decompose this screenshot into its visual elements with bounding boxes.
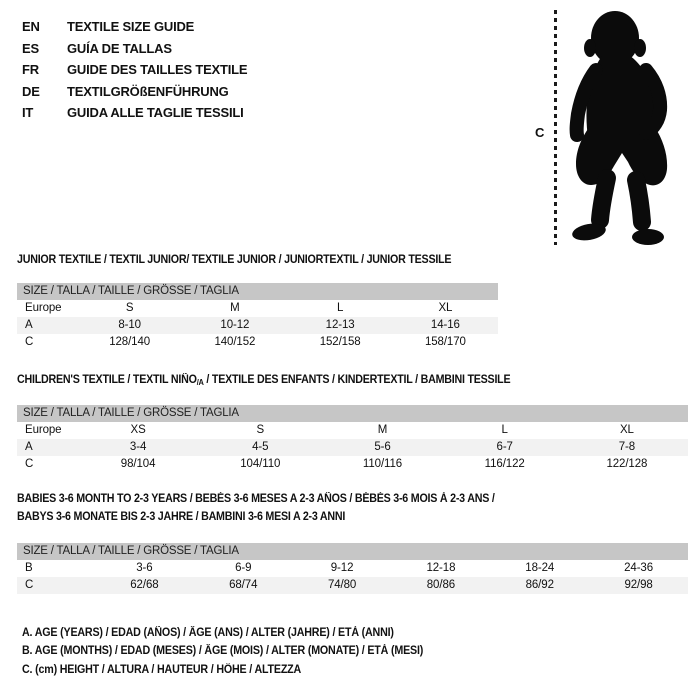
junior-size-table [17,283,498,351]
size-value: 74/80 [327,579,357,591]
childrens-table-title [17,373,510,388]
size-value: 152/158 [319,336,361,348]
row-label: A [25,441,33,453]
language-title: GUÍA DE TALLAS [67,40,172,56]
size-value: 9-12 [330,562,354,574]
table-row [17,439,688,456]
size-header-bar: SIZE / TALLA / TAILLE / GRÖSSE / TAGLIA [17,543,688,560]
size-value: 4-5 [252,441,269,453]
size-value: 80/86 [426,579,456,591]
size-value: 10-12 [220,319,250,331]
footnote-c: C. (cm) HEIGHT / ALTURA / HAUTEUR / HÖHE / ALTEZZA [22,663,302,676]
row-label: C [25,579,34,591]
size-value: 104/110 [240,458,281,470]
size-value: 116/122 [484,458,525,470]
size-value: 8-10 [118,319,141,331]
babies-title-line2: BABYS 3-6 MONATE BIS 2-3 JAHRE / BAMBINI 3-6 MESI A 2-3 ANNI [17,511,346,523]
size-value: M [377,424,388,436]
table-row [17,456,688,473]
size-value: 12-13 [325,319,355,331]
size-value: S [125,302,134,314]
row-label: A [25,319,33,331]
table-row [17,560,688,577]
size-value: 14-16 [430,319,460,331]
size-value: S [256,424,265,436]
title-subscript: /A [196,378,204,387]
size-value: XL [619,424,634,436]
size-value: 7-8 [618,441,636,453]
size-value: 92/98 [624,579,653,591]
table-row [17,300,498,317]
footnote-b: B. AGE (MONTHS) / EDAD (MESES) / ÂGE (MOIS) / ALTER (MONATE) / ETÀ (MESI) [22,645,424,658]
size-value: 12-18 [426,562,456,574]
language-list [22,16,247,124]
language-code: ES [22,40,39,56]
babies-size-table [17,543,688,594]
size-value: 98/104 [120,458,156,470]
language-row [22,81,247,103]
toddler-silhouette-icon [562,8,698,246]
babies-title-line1: BABIES 3-6 MONTH TO 2-3 YEARS / BEBÉS 3-6 MESES A 2-3 AÑOS / BÉBÉS 3-6 MOIS À 2-3 ANS / [17,493,495,505]
language-title: GUIDA ALLE TAGLIE TESSILI [67,105,244,120]
row-label: C [25,458,34,470]
title-text: / TEXTILE DES ENFANTS / KINDERTEXTIL / BAMBINI TESSILE [203,374,511,386]
size-value: XL [438,302,453,314]
size-header-bar: SIZE / TALLA / TAILLE / GRÖSSE / TAGLIA [17,283,498,300]
language-row [22,16,247,38]
height-marker-label: C [535,125,545,140]
babies-table-title [17,490,495,526]
row-label: Europe [25,424,62,436]
table-row [17,334,498,351]
table-row [17,577,688,594]
table-row [17,422,688,439]
size-value: 68/74 [229,579,258,591]
language-row [22,102,247,124]
size-value: 128/140 [109,336,151,348]
language-code: EN [22,19,40,34]
size-value: L [336,302,344,314]
size-value: M [230,302,240,314]
title-text: CHILDREN'S TEXTILE / TEXTIL NIÑO [17,374,197,386]
size-value: 18-24 [525,562,555,574]
size-value: 24-36 [624,562,654,574]
size-value: 3-4 [129,441,147,453]
language-code: DE [22,83,40,99]
childrens-size-table [17,405,688,473]
language-row [22,59,247,81]
size-value: 158/170 [424,336,466,348]
row-label: C [25,336,34,348]
row-label: B [25,562,33,574]
size-value: 6-9 [235,562,252,574]
language-code: IT [22,105,34,120]
height-measure-dashed-line [554,10,557,245]
language-title: TEXTILE SIZE GUIDE [67,19,195,34]
language-code: FR [22,62,39,77]
language-title: GUIDE DES TAILLES TEXTILE [67,62,248,77]
size-value: 3-6 [136,562,153,574]
row-label: Europe [25,302,62,314]
footnote-a: A. AGE (YEARS) / EDAD (AÑOS) / ÂGE (ANS) / ALTER (JAHRE) / ETÀ (ANNI) [22,627,394,639]
junior-table-title: JUNIOR TEXTILE / TEXTIL JUNIOR/ TEXTILE JUNIOR / JUNIORTEXTIL / JUNIOR TESSILE [17,254,452,266]
size-header-bar: SIZE / TALLA / TAILLE / GRÖSSE / TAGLIA [17,405,688,422]
size-value: 6-7 [496,441,513,453]
size-value: XS [130,424,146,436]
size-value: 5-6 [374,441,391,453]
language-row [22,38,247,60]
footnotes [22,624,453,679]
language-title: TEXTILGRÖßENFÜHRUNG [67,83,229,99]
size-value: 140/152 [214,336,256,348]
table-row [17,317,498,334]
size-value: 86/92 [525,579,554,591]
size-value: 122/128 [606,458,648,470]
size-value: 62/68 [130,579,159,591]
size-value: L [501,424,508,436]
size-value: 110/116 [362,458,403,470]
